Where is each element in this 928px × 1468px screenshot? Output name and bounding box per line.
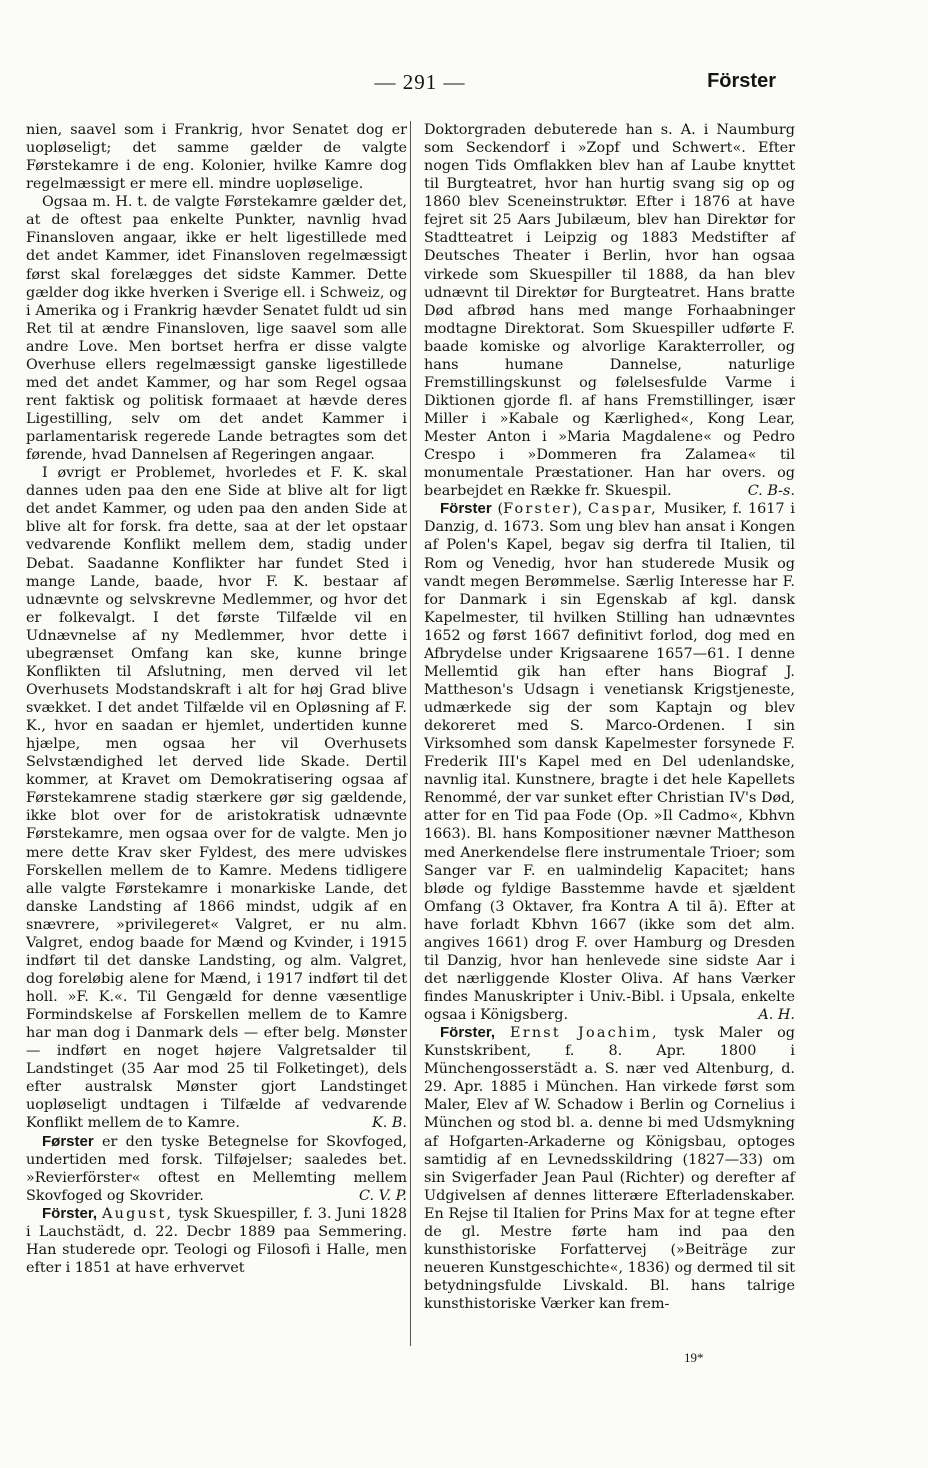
paren: ), — [571, 501, 583, 518]
entry-name: Caspar, — [587, 501, 658, 518]
entry-name: Ernst Joachim, — [510, 1025, 659, 1042]
author-signature: C. B-s. — [747, 483, 795, 500]
entry-forster-caspar — [424, 500, 795, 1024]
headword: Førster — [42, 1132, 94, 1150]
paragraph-text: Doktorgraden debuterede han s. A. i Naumburg som Seckendorf i »Zopf und Schwert«. Efter nogen Tids Omflakken blev han af Laube knyttet til Burgteatret, hvor han hurtig svang sig op og 1860 blev Sceneinstruktør. Efter i 1876 at have fejret sit 25 Aars Jubilæum, blev han Direktør for Stadtteatret i Leipzig og 1883 Medstifter af Deutsches Theater i Berlin, hvor han ogsaa virkede som Skuespiller til 1888, da han blev udnævnt til Direktør for Burgteatret. Hans bratte Død afbrød hans med mange Forhaabninger modtagne Direktorat. Som Skuespiller udførte F. baade komiske og alvorlige Karakterroller, og hans humane Dannelse, naturlige Fremstillingskunst og følelsesfulde Varme i Diktionen gjorde fl. af hans Fremstillinger, især Miller i »Kabale og Kærlighed«, Kong Lear, Mester Anton i »Maria Magdalene« og Pedro Crespo i »Dommeren fra Zalamea« til monumentale Præstationer. Han har overs. og bearbejdet en Række fr. Skuespil. — [424, 122, 795, 500]
right-column — [424, 121, 795, 1313]
paragraph-text: I øvrigt er Problemet, hvorledes et F. K. skal dannes uden paa den ene Side at blive alt for ligt det andet Kammer, og uden paa den anden Side at blive alt for forsk. fra dette, saa at der let opstaar vedvarende Konflikt mellem dem, stadig under Debat. Saadanne Konflikter har fundet Sted i mange Lande, baade, hvor F. K. bestaar af udnævnte og selvskrevne Medlemmer, og hvor det er folkevalgt. I det første Tilfælde vil en Udnævnelse af ny Medlemmer, hvor dette i ubegrænset Omfang kan ske, kunne bringe Konflikten til Afslutning, men derved vil let Overhusets Modstandskraft i alt for høj Grad blive svækket. I det andet Tilfælde vil en Opløsning af F. K., hvor en saadan er hjemlet, undertiden kunne hjælpe, men ogsaa her vil Overhusets Selvstændighed let derved lide Skade. Dertil kommer, at Kravet om Demokratisering ogsaa af Førstekamrene stadig stærkere gør sig gældende, ikke blot over for de aristokratisk udnævnte Førstekamre, men ogsaa over for de valgte. Men jo mere dette Krav sker Fyldest, des mere udviskes Forskellen mellem de to Kamre. Medens tidligere alle valgte Førstekamre i monarkiske Lande, det danske Landsting af 1866 mindst, udgik af en snævrere, »privilegeret« Valgret, er nu alm. Valgret, endog baade for Mænd og Kvinder, i 1915 indført til det danske Landsting, og alm. Valgret, dog foreløbig alene for Mænd, i 1917 indført til det holl. »F. K.«. Til Gengæld for denne væsentlige Formindskelse af Forskellen mellem de to Kamre har man dog i Danmark dels — efter belg. Mønster — indført en noget højere Valgretsalder til Landstinget (35 Aar mod 25 til Folketinget), dels efter australsk Mønster gjort Landstinget uopløseligt undtagen i Tilfælde af vedvarende Konflikt mellem de to Kamre. — [26, 465, 407, 1132]
headword: Förster, — [42, 1204, 98, 1222]
left-column — [26, 121, 407, 1277]
entry-text: tysk Maler og Kunstskribent, f. 8. Apr. 1800 i Münchengosserstädt a. S. nær ved Altenburg, d. 29. Apr. 1885 i München. Han virkede først som Maler, Elev af W. Schadow i Berlin og Cornelius i München og stod bl. a. denne bi med Udsmykning af Hofgarten-Arkaderne og Königsbau, optoges samtidig af en Levnedsskildring (1827—33) om sin Svigerfader Jean Paul (Richter) og derefter af Udgivelsen af dennes litterære Efterladenskaber. En Rejse til Italien for Prins Max for at tegne efter de gl. Mestre førte ham ind paa den kunsthistoriske Forfattervej (»Beiträge zur neueren Kunstgeschichte«, 1836) og dermed til sit betydningsfulde Livskald. Bl. hans talrige kunsthistoriske Værker kan frem- — [424, 1025, 796, 1313]
author-signature: A. H. — [758, 1007, 795, 1024]
entry-text: Musiker, f. 1617 i Danzig, d. 1673. Som ung blev han ansat i Kongen af Polen's Kapel, begav sig derfra til Italien, til Rom og Venedig, hvor han studerede Musik og vandt megen Berømmelse. Særlig Interesse har F. for Danmark i sin Egenskab af kgl. dansk Kapelmester, til hvilken Stilling han udnævntes 1652 og først 1667 definitivt forlod, dog med en Afbrydelse under Krigsaarene 1657—61. I denne Mellemtid gik han efter hans Biograf J. Mattheson's Udsagn i venetiansk Krigstjeneste, udmærkede sig der som Kaptajn og blev dekoreret med S. Marco-Ordenen. I sin Virksomhed som dansk Kapelmester forsynede F. Frederik III's Kapel med en Del udenlandske, navnlig ital. Kunstnere, bragte i det hele Kapellets Renommé, der var sunket efter Christian IV's Død, atter for en Tid paa Fode (Op. »Il Cadmo«, Kbhvn 1663). Bl. hans Kompositioner nævner Mattheson med Anerkendelse flere instrumentale Trioer; som Sanger var F. en ualmindelig Kapacitet; hans bløde og fyldige Basstemme havde et sjældent Omfang (3 Oktaver, fra Kontra A til ā). Efter at have forladt Kbhvn 1667 (ikke som det alm. angives 1661) drog F. over Hamburg og Dresden til Danzig, hvor han henlevede sine sidste Aar i det nærliggende Kloster Oliva. Af hans Værker findes Manuskripter i Univ.-Bibl. i Upsala, enkelte ogsaa i Königsberg. — [424, 501, 796, 1024]
running-head: Förster — [707, 70, 776, 92]
paragraph — [424, 121, 795, 500]
entry-text: tysk Skuespiller, f. 3. Juni 1828 i Lauchstädt, d. 22. Decbr 1889 paa Semmering. Han studerede opr. Teologi og Filosofi i Halle, men efter i 1851 at have erhvervet — [26, 1205, 407, 1276]
column-divider — [410, 121, 411, 1346]
author-signature: C. V. P. — [358, 1187, 407, 1204]
entry-forster-skovfoged — [26, 1133, 407, 1205]
paren: ( — [497, 501, 504, 518]
entry-forster-ernst — [424, 1024, 795, 1313]
entry-forster-august — [26, 1205, 407, 1277]
headword: Förster — [440, 500, 492, 518]
sheet-signature: 19* — [684, 1350, 704, 1365]
entry-text: er den tyske Betegnelse for Skovfoged, undertiden med forsk. Tilføjelser; saaledes bet. »Revierförster« oftest en Mellemting mellem Skovfoged og Skovrider. — [26, 1133, 408, 1204]
entry-name: August, — [102, 1205, 174, 1222]
entry-alt-name: Forster — [503, 501, 572, 518]
page-header — [0, 66, 928, 98]
paragraph — [26, 464, 407, 1132]
page-number: — 291 — — [374, 70, 466, 94]
paragraph: Ogsaa m. H. t. de valgte Førstekamre gælder det, at de oftest paa enkelte Punkter, navnlig hvad Finansloven angaar, ikke er helt ligestillede med det andet Kammer, idet Finansloven regelmæssigt først skal forelægges det sidste Kammer. Dette gælder dog ikke hverken i Sverige ell. i Schweiz, og i Amerika og i Frankrig hævder Senatet fuldt ud sin Ret til at ændre Finansloven, lige saavel som alle andre Love. Men bortset herfra er disse valgte Overhuse ellers regelmæssigt ganske ligestillede med det andet Kammer, og har som Regel ogsaa rent faktisk og politisk formaaet at hævde deres Ligestilling, selv om det andet Kammer i parlamentarisk regerede Lande betragtes som det førende, hvad Dannelsen af Regeringen angaar. — [26, 194, 407, 464]
paragraph: nien, saavel som i Frankrig, hvor Senatet dog er uopløseligt; det samme gælder de valgte Førstekamre i de eng. Kolonier, hvilke Kamre dog regelmæssigt er mere ell. mindre uopløselige. — [26, 122, 407, 193]
author-signature: K. B. — [371, 1115, 407, 1132]
headword: Förster, — [440, 1024, 496, 1042]
